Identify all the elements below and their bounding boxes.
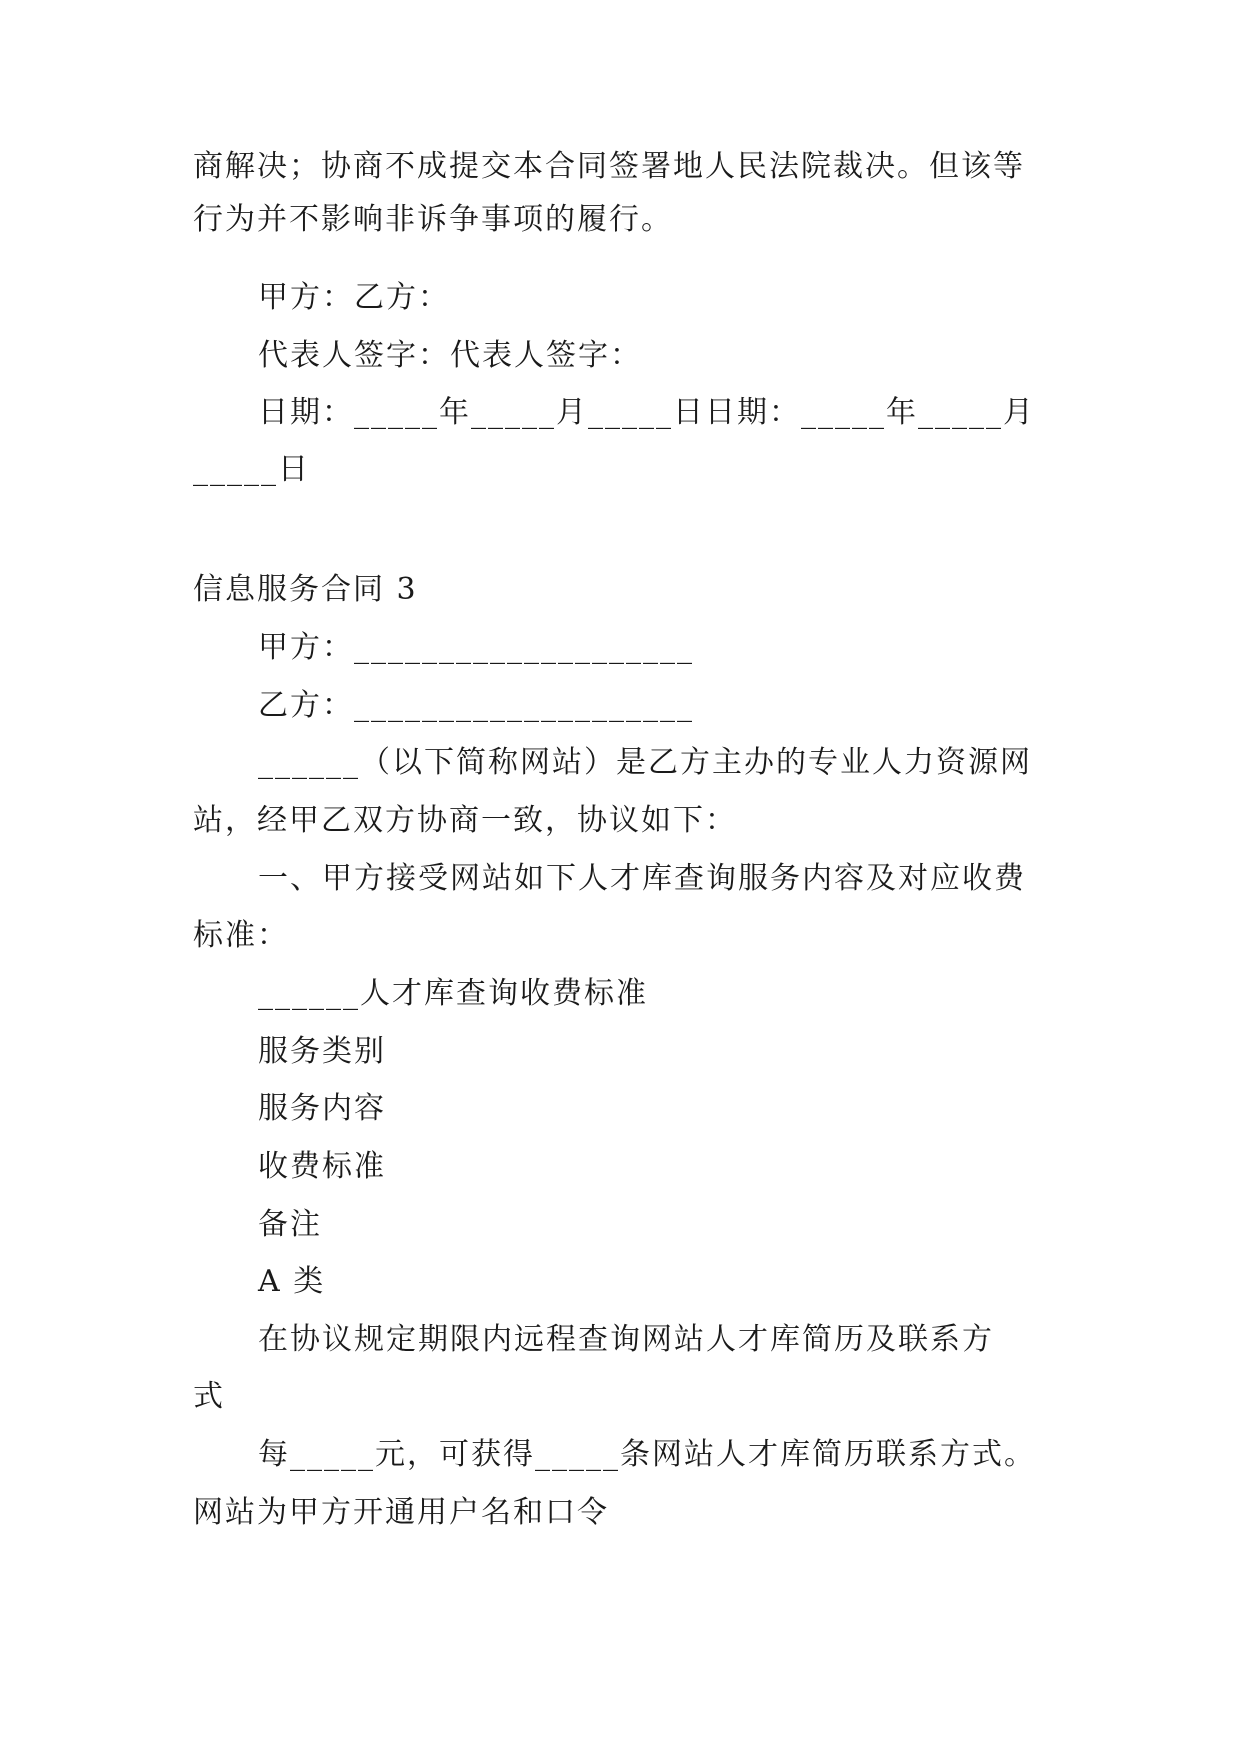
party-b-line: 乙方：____________________ [258,688,694,723]
table-cell-content: 在协议规定期限内远程查询网站人才库简历及联系方 [258,1322,994,1357]
paragraph-line: 商解决；协商不成提交本合同签署地人民法院裁决。但该等 [193,149,1025,184]
table-cell-category: A 类 [258,1264,326,1299]
section-title: 信息服务合同 3 [193,572,418,607]
paragraph-line: 站，经甲乙双方协商一致，协议如下： [193,803,737,838]
table-header-fee-standard: 收费标准 [258,1149,386,1184]
table-header-service-category: 服务类别 [258,1034,386,1069]
clause-heading: 一、甲方接受网站如下人才库查询服务内容及对应收费 [258,861,1026,896]
table-header-service-content: 服务内容 [258,1091,386,1126]
signature-representative-line: 代表人签字：代表人签字： [258,338,642,373]
paragraph-line: ______（以下简称网站）是乙方主办的专业人力资源网 [258,745,1032,780]
table-cell-fee-cont: 网站为甲方开通用户名和口令 [193,1495,609,1530]
signature-date-line: 日期：_____年_____月_____日日期：_____年_____月 [258,395,1035,430]
signature-parties-line: 甲方：乙方： [258,280,450,315]
paragraph-line: 标准： [193,918,289,953]
signature-date-line-cont: _____日 [193,452,310,487]
table-header-remarks: 备注 [258,1207,322,1242]
paragraph-line: 行为并不影响非诉争事项的履行。 [193,202,673,237]
table-cell-fee: 每_____元，可获得_____条网站人才库简历联系方式。 [258,1437,1036,1472]
table-cell-content-cont: 式 [193,1379,225,1414]
table-title: ______人才库查询收费标准 [258,976,648,1011]
party-a-line: 甲方：____________________ [258,630,694,665]
